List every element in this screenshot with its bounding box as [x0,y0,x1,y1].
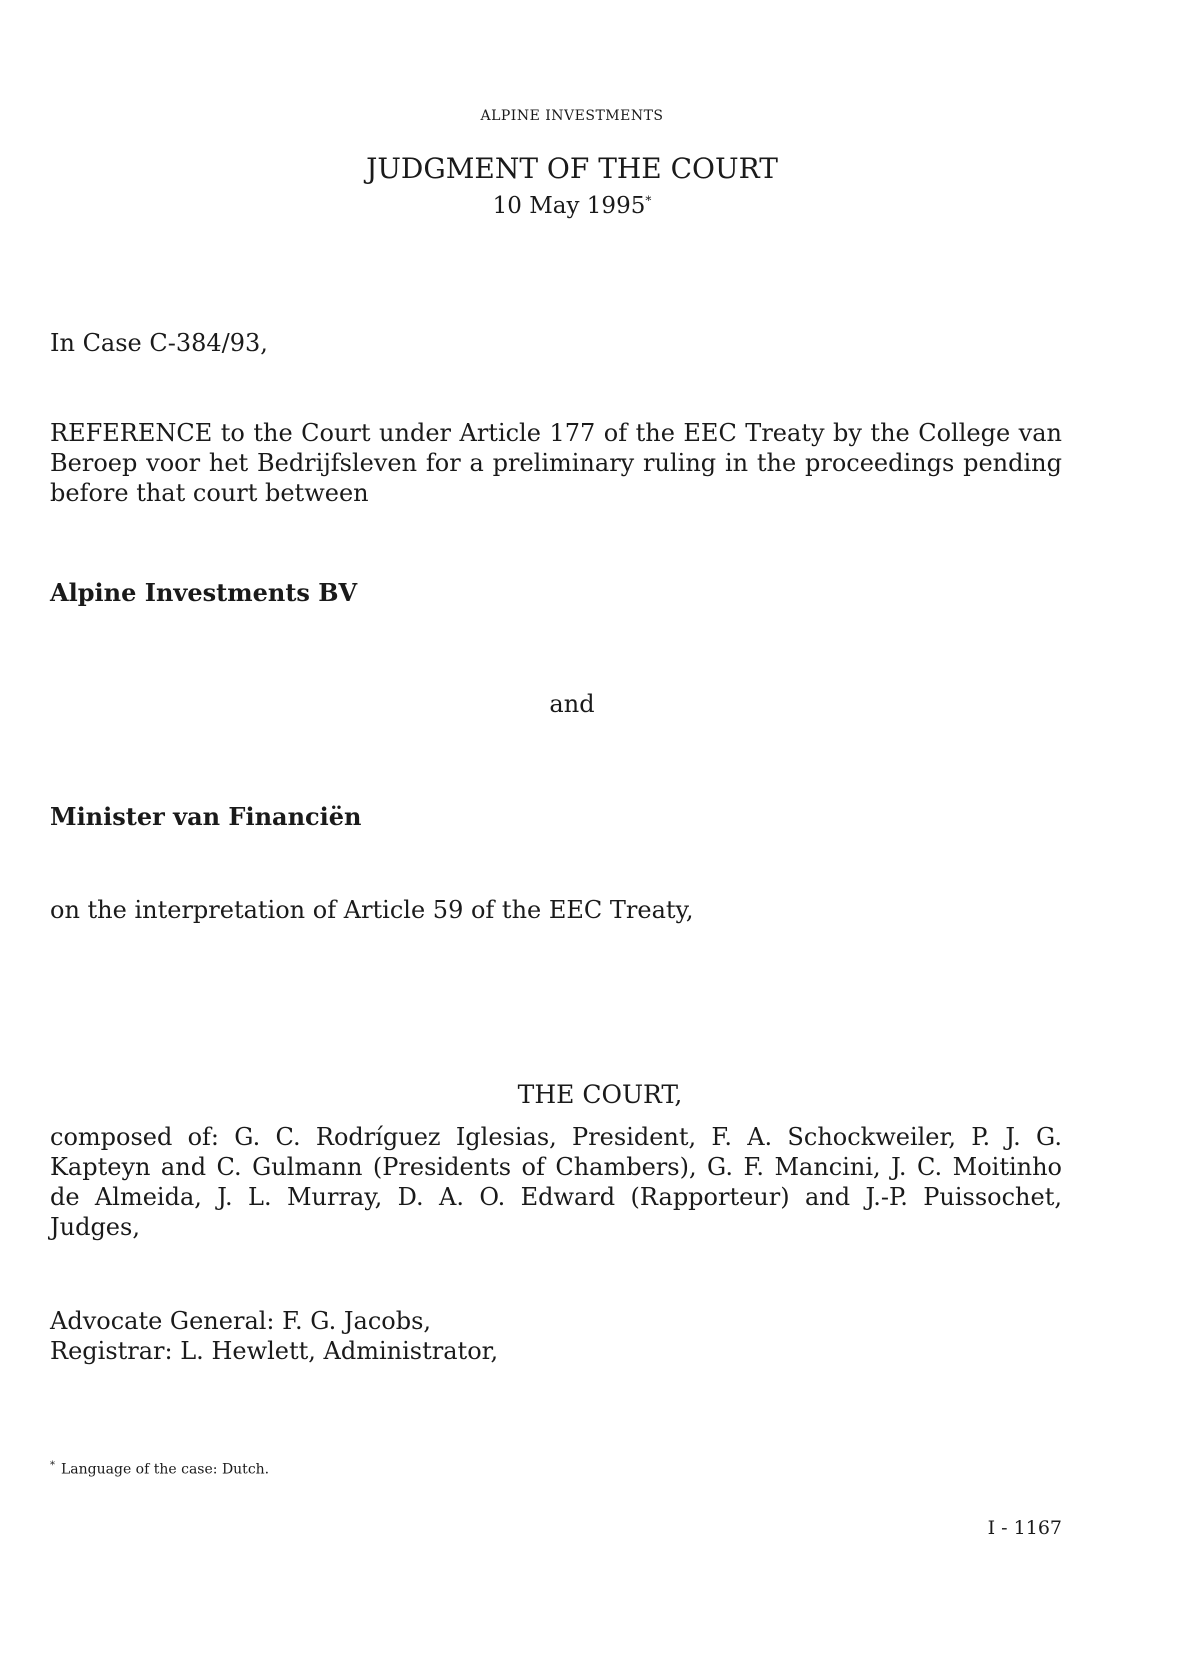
footnote [50,1460,269,1478]
footnote-marker: * [50,1460,55,1471]
page-number: I - 1167 [987,1517,1062,1539]
judgment-date-line [0,193,1144,219]
conjunction-and: and [549,690,595,718]
date-footnote-marker: * [645,193,652,208]
reference-paragraph: REFERENCE to the Court under Article 177 of the EEC Treaty by the College van Beroep voor het Bedrijfsleven for a preliminary ruling in the proceedings pending before that court between [50,419,1062,507]
registrar-line: Registrar: L. Hewlett, Administrator, [50,1337,499,1365]
composition-paragraph: composed of: G. C. Rodríguez Iglesias, President, F. A. Schockweiler, P. J. G. Kapteyn and C. Gulmann (Presidents of Chambers), G. F. Mancini, J. C. Moitinho de Almeida, J. L. Murray, D. A. O. Edward (Rapporteur) and J.-P. Puissochet, Judges, [50,1123,1062,1241]
judgment-date: 10 May 1995 [492,193,646,219]
court-heading: THE COURT, [517,1080,683,1109]
subject-line: on the interpretation of Article 59 of the EEC Treaty, [50,896,694,924]
party-one: Alpine Investments BV [50,578,358,607]
footnote-text: Language of the case: Dutch. [61,1461,270,1478]
case-intro: In Case C-384/93, [50,329,268,357]
party-two: Minister van Financiën [50,802,362,831]
advocate-general-line: Advocate General: F. G. Jacobs, [50,1307,432,1335]
running-head: ALPINE INVESTMENTS [480,108,664,124]
judgment-title: JUDGMENT OF THE COURT [366,152,778,185]
